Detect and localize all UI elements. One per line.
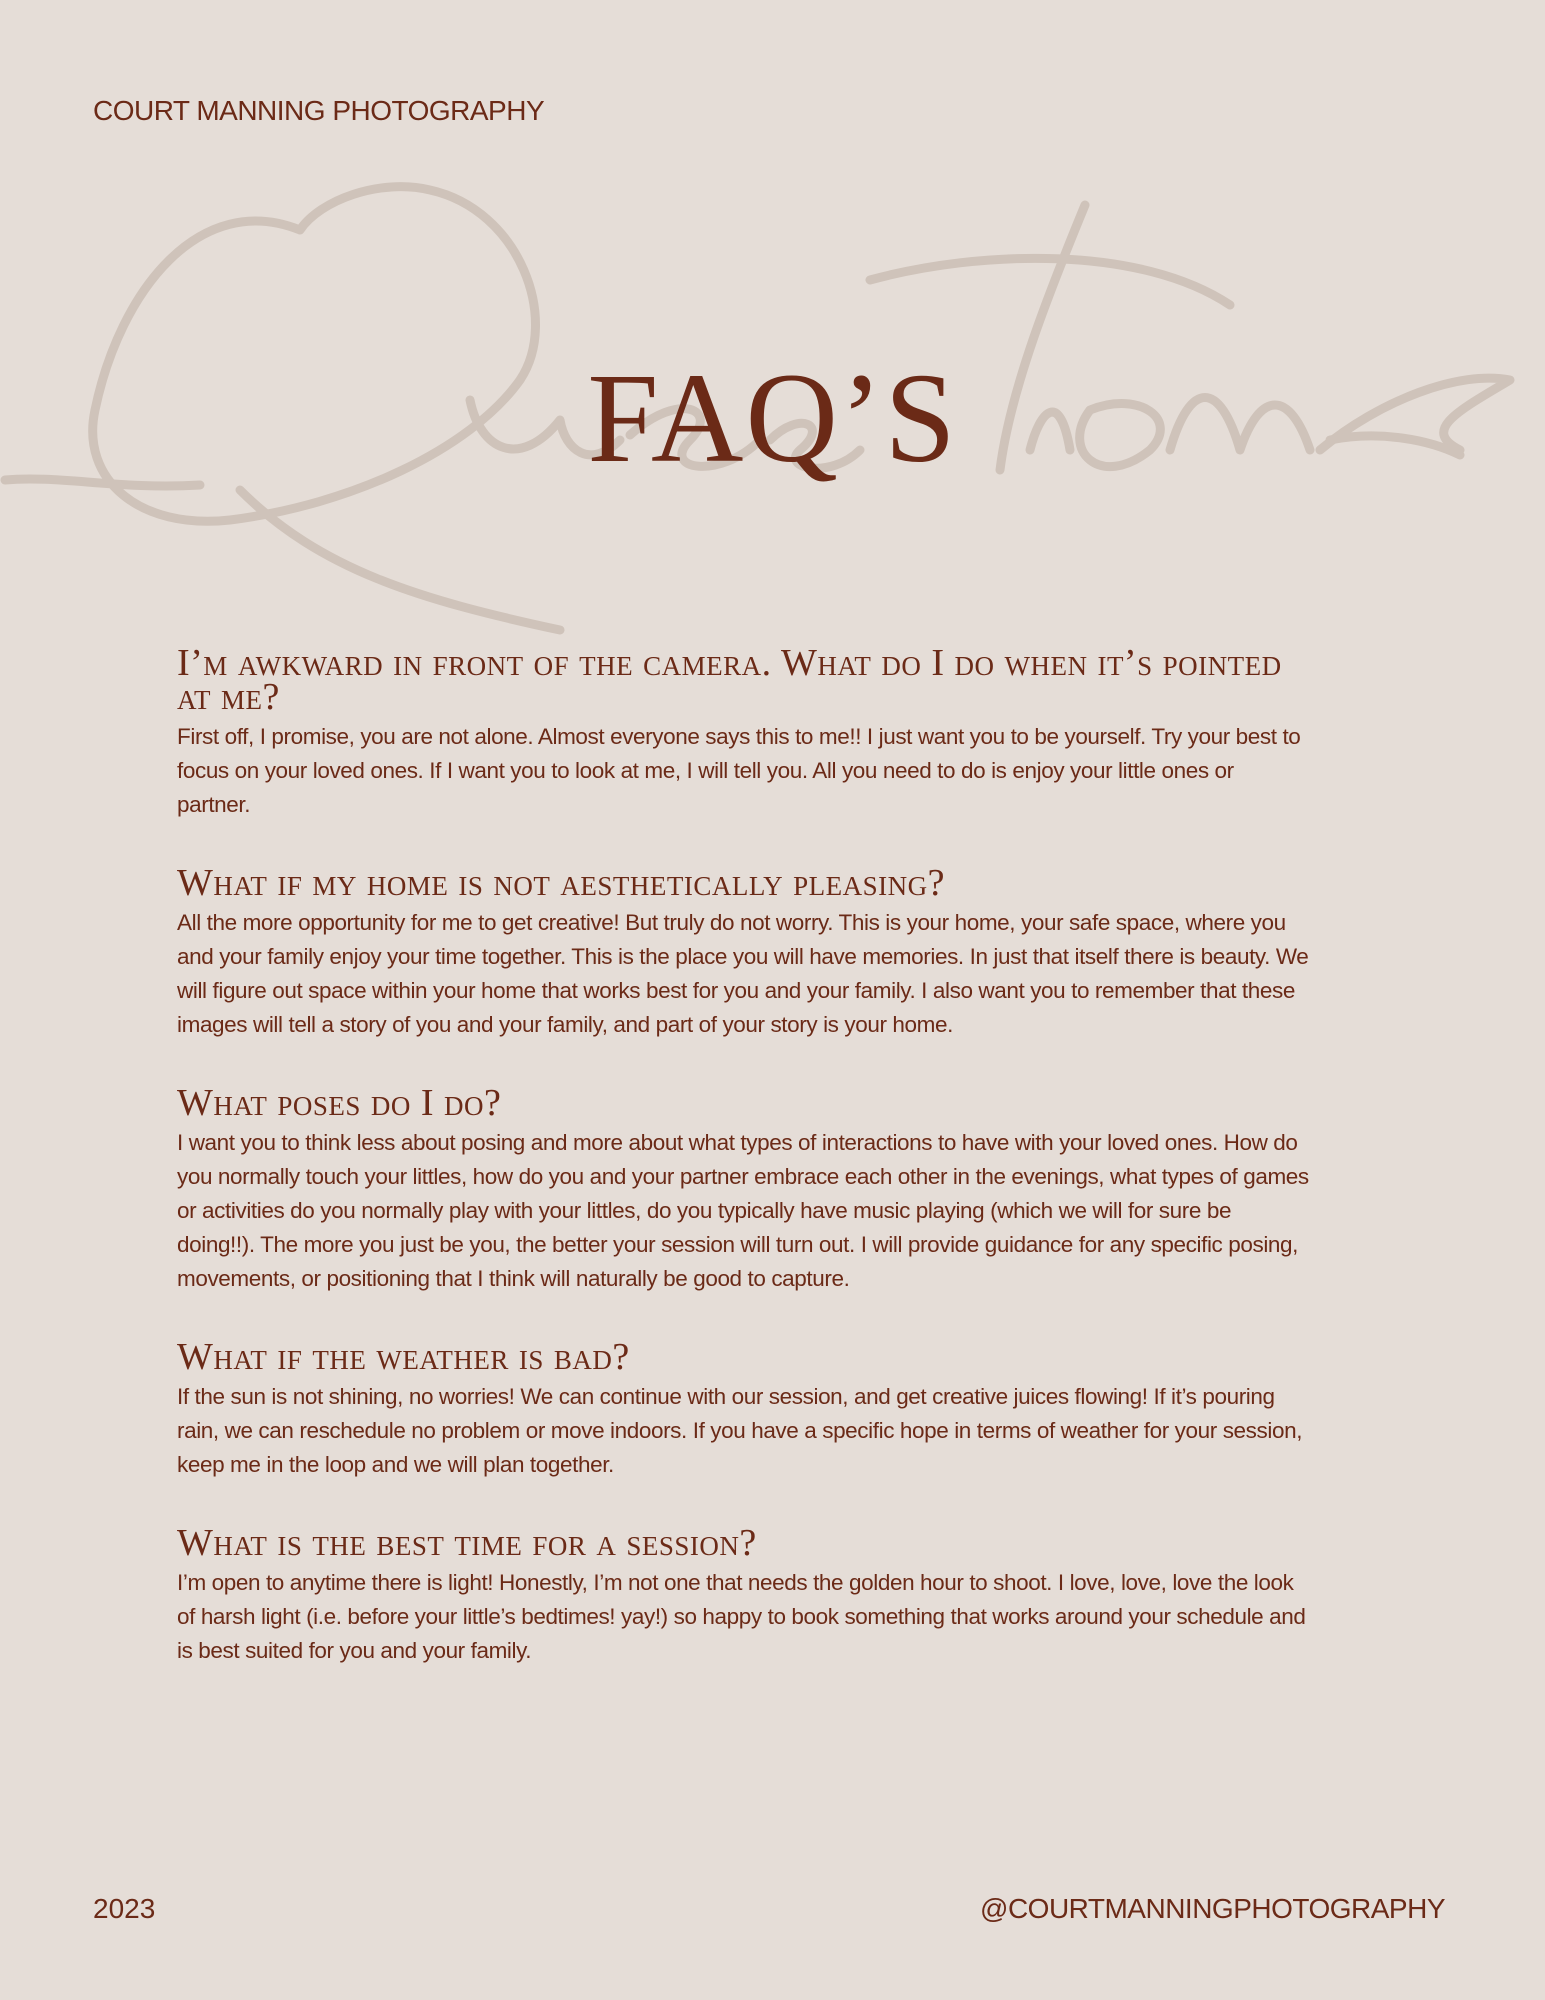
faq-item — [177, 1082, 1312, 1296]
footer-year: 2023 — [93, 1893, 156, 1924]
faq-answer: I’m open to anytime there is light! Honestly, I’m not one that needs the golden hour to shoot. I love, love, love the look of harsh light (i.e. before your little’s bedtimes! yay!) so happy to book something that works around your schedule and is best suited for you and your family. — [177, 1570, 1306, 1663]
faq-question: What is the best time for a session? — [177, 1522, 757, 1564]
faq-answer: First off, I promise, you are not alone. Almost everyone says this to me!! I just want you to be yourself. Try your best to focus on your loved ones. If I want you to look at me, I will tell you. All you need to do is enjoy your little ones or partner. — [177, 724, 1301, 817]
faq-item — [177, 1522, 1312, 1668]
faq-item — [177, 642, 1312, 822]
faq-list — [177, 642, 1312, 1712]
faq-question: What if the weather is bad? — [177, 1336, 630, 1378]
faq-answer: All the more opportunity for me to get creative! But truly do not worry. This is your home, your safe space, where you and your family enjoy your time together. This is the place you will have memories. In just that itself there is beauty. We will figure out space within your home that works best for you and your family. I also want you to remember that these images will tell a story of you and your family, and part of your story is your home. — [177, 910, 1309, 1037]
faq-question: I’m awkward in front of the camera. What do I do when it’s pointed at me? — [177, 642, 1282, 718]
faq-item — [177, 1336, 1312, 1482]
faq-answer: I want you to think less about posing and more about what types of interactions to have with your loved ones. How do you normally touch your littles, how do you and your partner embrace each other in the evenings, what types of games or activities do you normally play with your littles, do you typically have music playing (which we will for sure be doing!!). The more you just be you, the better your session will turn out. I will provide guidance for any specific posing, movements, or positioning that I think will naturally be good to capture. — [177, 1130, 1309, 1291]
faq-question: What poses do I do? — [177, 1082, 502, 1124]
page-title: FAQ’S — [587, 347, 958, 489]
faq-item — [177, 862, 1312, 1042]
brand-name: COURT MANNING PHOTOGRAPHY — [93, 95, 545, 126]
faq-answer: If the sun is not shining, no worries! We can continue with our session, and get creative juices flowing! If it’s pouring rain, we can reschedule no problem or move indoors. If you have a specific hope in terms of weather for your session, keep me in the loop and we will plan together. — [177, 1384, 1303, 1477]
footer-social-handle: @COURTMANNINGPHOTOGRAPHY — [980, 1893, 1445, 1924]
faq-question: What if my home is not aesthetically pleasing? — [177, 862, 946, 904]
